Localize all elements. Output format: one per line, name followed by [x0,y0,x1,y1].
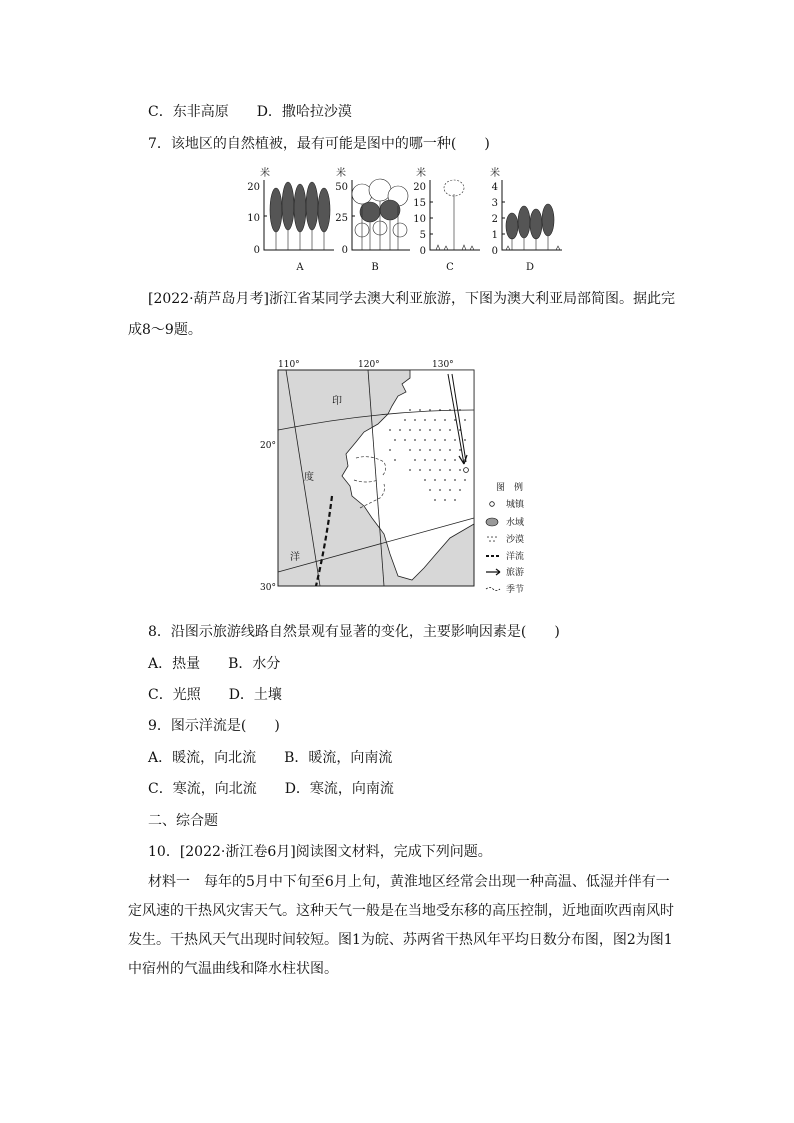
panel-a-tick-0: 0 [253,245,260,256]
panel-c-tick-10: 10 [413,214,426,225]
panel-b-unit: 米 [336,168,346,179]
lon-120: 120° [358,360,380,370]
panel-b-tick-50: 50 [335,182,348,193]
australia-map [260,358,560,598]
legend-town: 城镇 [506,500,525,510]
q9-stem: 9．图示洋流是( ) [148,718,280,734]
q9-options-ab: A．暖流，向北流 B．暖流，向南流 [148,750,393,766]
legend-desert: 沙漠 [506,535,525,545]
panel-d-tick-0: 0 [491,246,498,257]
vegetation-figure [247,166,570,276]
panel-a-trees [270,182,330,250]
panel-a-label: A [296,262,304,273]
panel-d-unit: 米 [490,168,500,179]
intro-line-1: [2022·葫芦岛月考]浙江省某同学去澳大利亚旅游，下图为澳大利亚局部简图。据此完 [148,291,676,307]
panel-d-label: D [525,262,535,273]
q7-stem: 7．该地区的自然植被，最有可能是图中的哪一种( ) [148,136,490,152]
q8-options-cd: C．光照 D．土壤 [148,687,282,703]
panel-b-tick-0: 0 [341,245,348,256]
panel-c-axis [430,180,480,250]
map-legend [486,481,525,595]
section-2-title: 二、综合题 [148,813,218,829]
q9-options-cd: C．寒流，向北流 D．寒流，向南流 [148,781,394,797]
intro-line-2: 成8～9题。 [128,322,202,338]
legend-season-icon [486,588,500,591]
panel-c-tick-15: 15 [413,198,426,209]
lon-130: 130° [432,360,454,370]
lat-30: 30° [260,583,276,593]
q8-options-ab: A．热量 B．水分 [148,656,281,672]
panel-b-label: B [371,262,379,273]
panel-a-unit: 米 [260,168,270,179]
panel-c-tick-5: 5 [419,230,426,241]
panel-b-tick-25: 25 [335,213,348,224]
lon-110: 110° [278,360,300,370]
panel-c-tick-20: 20 [413,182,426,193]
panel-b-trees [352,179,408,250]
legend-desert-icon [487,536,497,542]
legend-water-icon [486,518,498,526]
legend-current: 洋流 [506,552,525,562]
panel-a-tick-10: 10 [247,213,260,224]
q6-options-cd: C．东非高原 D．撒哈拉沙漠 [148,104,352,120]
panel-d-tick-4: 4 [491,182,498,193]
panel-c-tick-0: 0 [419,246,426,257]
ocean-char-1: 印 [332,396,342,407]
q10-stem: 10．[2022·浙江卷6月]阅读图文材料，完成下列问题。 [148,844,492,860]
panel-d-tick-3: 3 [491,198,498,209]
panel-c-label: C [446,262,454,273]
lat-20: 20° [260,441,276,451]
panel-a-tick-20: 20 [247,182,260,193]
legend-travel: 旅游 [506,568,525,578]
ocean-char-2: 度 [304,472,314,483]
panel-c-trees [436,180,474,250]
q10-material-1: 材料一 每年的5月中下旬至6月上旬，黄淮地区经常会出现一种高温、低湿并伴有一定风速的干热风灾害天气。这种天气一般是在当地受东移的高压控制，近地面吹西南风时发生。干热风天气出现时间较短。图1为皖、苏两省干热风年平均日数分布图，图2为图1中宿州的气温曲线和降水柱状图。 [128,874,674,977]
panel-d-tick-1: 1 [491,230,498,241]
legend-title: 图 例 [496,483,524,493]
legend-water: 水域 [506,518,525,528]
panel-c-unit: 米 [416,168,426,179]
town-marker [464,468,469,473]
panel-d-tick-2: 2 [491,214,498,225]
legend-town-icon [490,502,495,507]
legend-travel-icon [486,569,500,575]
ocean-char-3: 洋 [290,552,300,563]
panel-d-trees [506,204,560,250]
legend-season: 季节 [506,585,525,595]
q8-stem: 8．沿图示旅游线路自然景观有显著的变化，主要影响因素是( ) [148,624,560,640]
